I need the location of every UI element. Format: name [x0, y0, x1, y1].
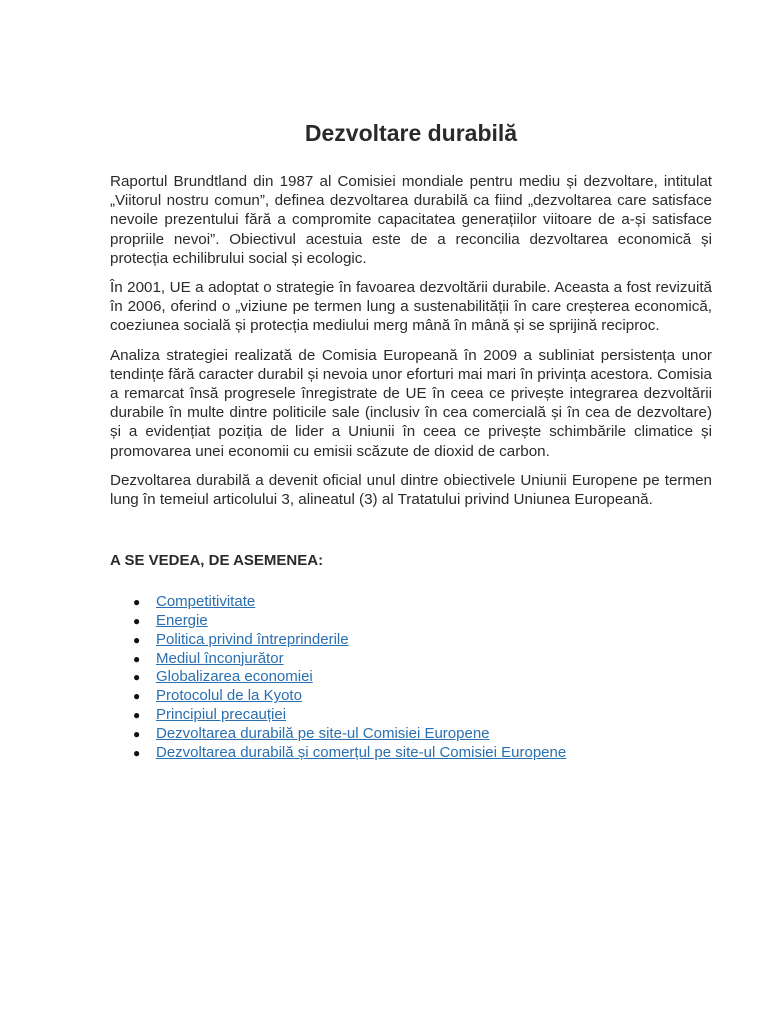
page-title: Dezvoltare durabilă	[304, 120, 518, 146]
bullet-icon: ●	[133, 595, 141, 610]
paragraph-1: Raportul Brundtland din 1987 al Comisiei mondiale pentru mediu și dezvoltare, intitulat „Viitorul nostru comun”, definea dezvoltarea durabilă ca fiind „dezvoltarea care satisface nevoile prezentului fără a compromite capacitatea generațiilor viitoare de a-și satisface propriile nevoi”. Obiectivul acestuia este de a reconcilia dezvoltarea economică și protecția echilibrului social și ecologic.	[110, 173, 712, 267]
link-protocolul-kyoto[interactable]: Protocolul de la Kyoto	[156, 687, 302, 705]
paragraph-3: Analiza strategiei realizată de Comisia Europeană în 2009 a subliniat persistența unor tendințe fără caracter durabil și nevoia unor eforturi mai mari în privința acestora. Comisia a remarcat însă progresele înregistrate de UE în ceea ce privește integrarea dezvoltării durabile în multe dintre politicile sale (inclusiv în cea comercială și în cea de dezvoltare) și a evidențiat poziția de lider a Uniunii în ceea ce privește schimbările climatice și promovarea unei economii cu emisii scăzute de dioxid de carbon.	[110, 346, 712, 460]
list-item	[133, 668, 712, 687]
link-principiul-precautiei[interactable]: Principiul precauției	[156, 706, 287, 724]
see-also-list	[110, 593, 712, 762]
list-item	[133, 724, 712, 744]
list-item	[133, 706, 712, 725]
paragraph-4: Dezvoltarea durabilă a devenit oficial unul dintre obiectivele Uniunii Europene pe termen lung în temeiul articolului 3, alineatul (3) al Tratatului privind Uniunea Europeană.	[110, 471, 712, 509]
paragraph-2: În 2001, UE a adoptat o strategie în favoarea dezvoltării durabile. Aceasta a fost revizuită în 2006, oferind o „viziune pe termen lung a sustenabilității în care creșterea economică, coeziunea socială și protecția mediului merg mână în mână și se sprijină reciproc.	[110, 279, 712, 335]
bullet-icon: ●	[133, 726, 141, 741]
bullet-icon: ●	[133, 614, 141, 629]
bullet-icon: ●	[133, 651, 141, 666]
bullet-icon: ●	[133, 670, 141, 685]
list-item	[133, 687, 712, 706]
list-item	[133, 649, 712, 669]
link-dezvoltare-comert-ce[interactable]: Dezvoltarea durabilă și comerțul pe site-ul Comisiei Europene	[156, 743, 567, 761]
link-globalizarea-economiei[interactable]: Globalizarea economiei	[156, 668, 313, 686]
link-energie[interactable]: Energie	[156, 612, 208, 630]
link-politica-intreprinderi[interactable]: Politica privind întreprinderile	[156, 630, 349, 648]
list-item	[133, 630, 712, 650]
bullet-icon: ●	[133, 632, 141, 647]
list-item	[133, 612, 712, 631]
list-item	[133, 593, 712, 612]
bullet-icon: ●	[133, 689, 141, 704]
list-item	[133, 743, 712, 763]
bullet-icon: ●	[133, 745, 141, 760]
link-competitivitate[interactable]: Competitivitate	[156, 593, 256, 611]
document-page	[110, 118, 712, 762]
link-dezvoltare-durabila-ce[interactable]: Dezvoltarea durabilă pe site-ul Comisiei Europene	[156, 724, 490, 742]
bullet-icon: ●	[133, 708, 141, 723]
link-mediul-inconjurator[interactable]: Mediul înconjurător	[156, 649, 284, 667]
see-also-heading: A SE VEDEA, DE ASEMENEA:	[110, 552, 324, 570]
